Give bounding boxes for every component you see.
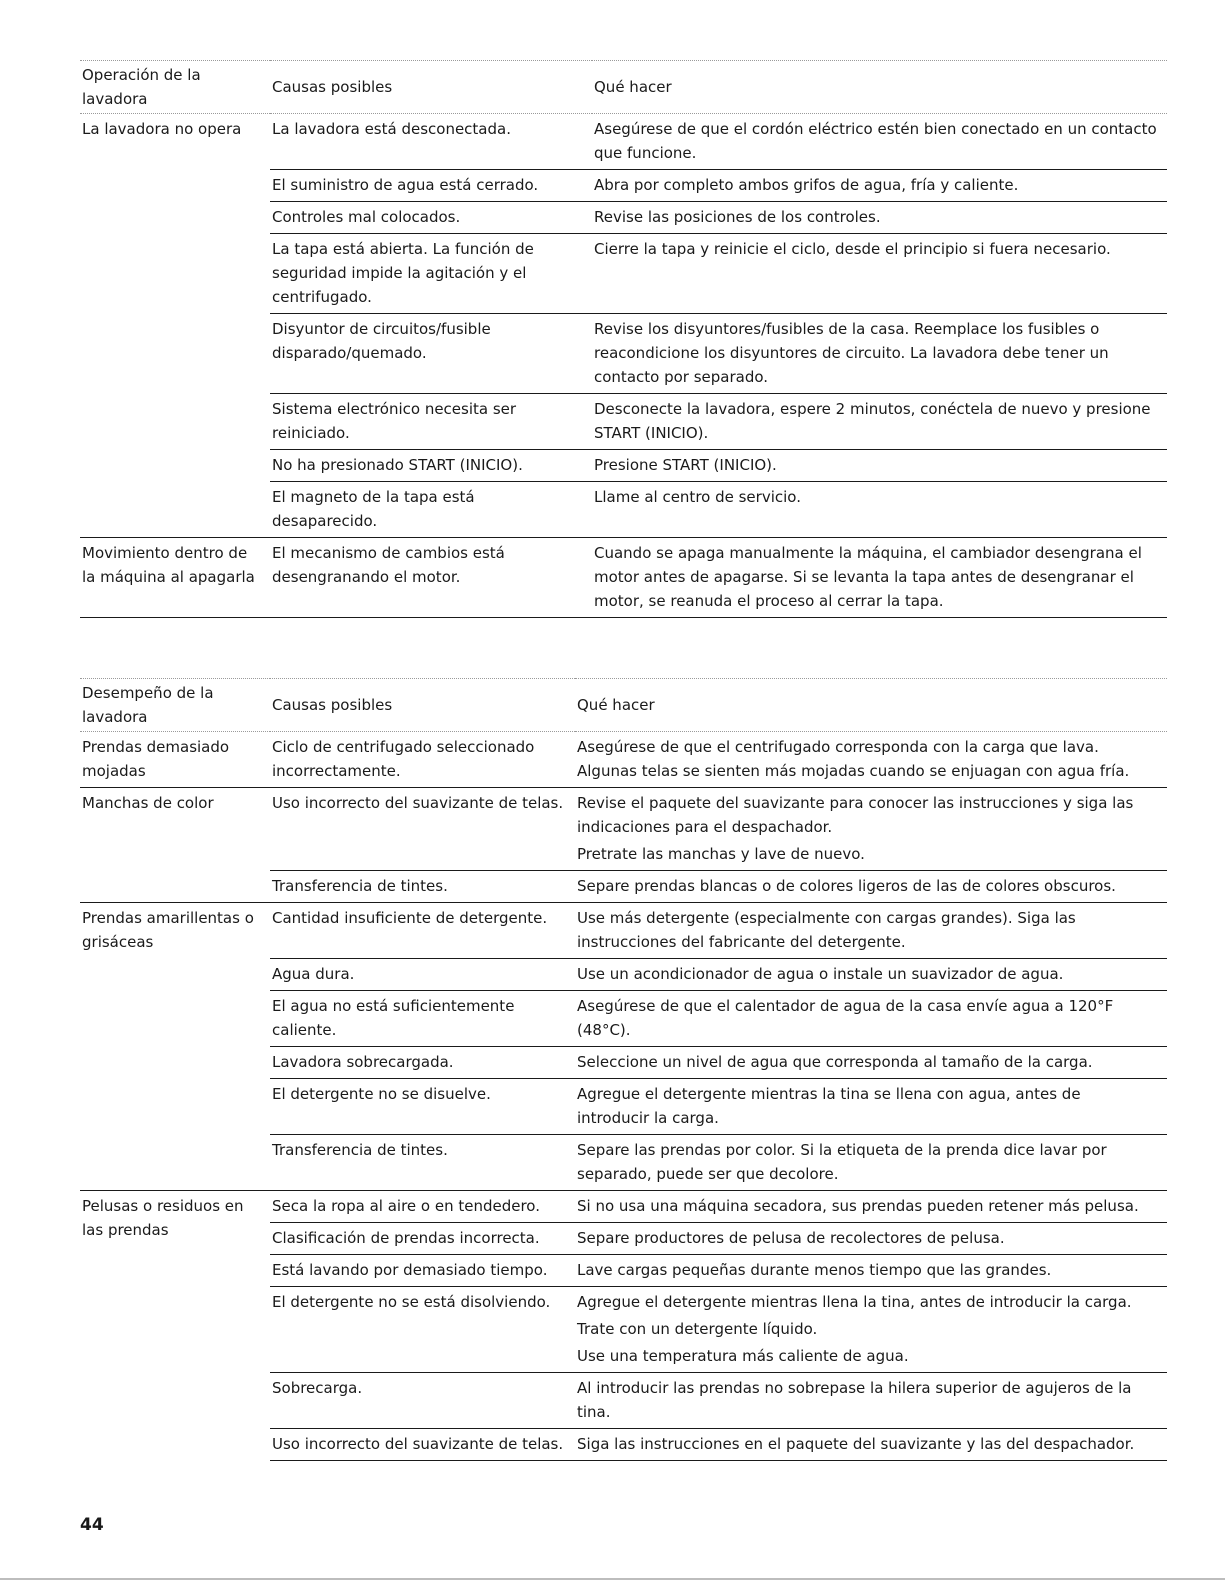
cause-cell: Uso incorrecto del suavizante de telas. bbox=[270, 788, 575, 871]
solution-cell bbox=[575, 959, 1167, 991]
solution-paragraph: Presione START (INICIO). bbox=[594, 456, 777, 474]
solution-cell bbox=[592, 202, 1167, 234]
solution-cell bbox=[592, 314, 1167, 394]
solution-cell bbox=[575, 991, 1167, 1047]
troubleshooting-table-performance bbox=[80, 678, 1167, 1461]
cause-cell: Disyuntor de circuitos/fusible disparado/quemado. bbox=[270, 314, 592, 394]
solution-paragraph: Si no usa una máquina secadora, sus prendas pueden retener más pelusa. bbox=[577, 1197, 1139, 1215]
solution-paragraph: Cuando se apaga manualmente la máquina, el cambiador desengrana el motor antes de apagarse. Si se levanta la tapa antes de desengranar el motor, se reanuda el proceso al cerrar la tapa. bbox=[594, 544, 1142, 610]
solution-cell bbox=[575, 1287, 1167, 1373]
problem-cell: Prendas amarillentas o grisáceas bbox=[80, 903, 270, 1191]
problem-cell: Prendas demasiado mojadas bbox=[82, 738, 230, 780]
solution-paragraph: Llame al centro de servicio. bbox=[594, 488, 801, 506]
cause-cell: El suministro de agua está cerrado. bbox=[270, 170, 592, 202]
cause-cell: Sistema electrónico necesita ser reiniciado. bbox=[270, 394, 592, 450]
solution-cell bbox=[575, 1191, 1167, 1223]
solution-paragraph: Asegúrese de que el cordón eléctrico estén bien conectado en un contacto que funcione. bbox=[594, 120, 1157, 162]
solution-cell bbox=[575, 1047, 1167, 1079]
solution-cell bbox=[592, 170, 1167, 202]
solution-paragraph: Revise el paquete del suavizante para conocer las instrucciones y siga las indicaciones para el despachador. bbox=[577, 794, 1134, 836]
solution-paragraph: Revise las posiciones de los controles. bbox=[594, 208, 881, 226]
troubleshooting-table-operation bbox=[80, 60, 1167, 618]
header-problem: Operación de la lavadora bbox=[80, 61, 270, 114]
cause-cell: El mecanismo de cambios está desengranando el motor. bbox=[270, 538, 592, 618]
solution-cell bbox=[575, 1079, 1167, 1135]
solution-cell bbox=[592, 450, 1167, 482]
solution-cell bbox=[592, 234, 1167, 314]
solution-paragraph: Separe las prendas por color. Si la etiqueta de la prenda dice lavar por separado, puede ser que decolore. bbox=[577, 1141, 1107, 1183]
solution-paragraph: Use una temperatura más caliente de agua. bbox=[577, 1347, 909, 1365]
solution-paragraph: Seleccione un nivel de agua que corresponda al tamaño de la carga. bbox=[577, 1053, 1093, 1071]
solution-paragraph: Desconecte la lavadora, espere 2 minutos, conéctela de nuevo y presione START (INICIO). bbox=[594, 400, 1151, 442]
solution-paragraph: Pretrate las manchas y lave de nuevo. bbox=[577, 845, 865, 863]
cause-cell: El detergente no se disuelve. bbox=[270, 1079, 575, 1135]
cause-cell: Transferencia de tintes. bbox=[270, 871, 575, 903]
solution-paragraph: Asegúrese de que el calentador de agua de la casa envíe agua a 120°F (48°C). bbox=[577, 997, 1114, 1039]
cause-cell: Agua dura. bbox=[270, 959, 575, 991]
solution-paragraph: Agregue el detergente mientras la tina se llena con agua, antes de introducir la carga. bbox=[577, 1085, 1081, 1127]
cause-cell: Controles mal colocados. bbox=[270, 202, 592, 234]
solution-cell bbox=[575, 1135, 1167, 1191]
header-causes: Causas posibles bbox=[270, 61, 592, 114]
solution-paragraph: Separe productores de pelusa de recolectores de pelusa. bbox=[577, 1229, 1005, 1247]
solution-paragraph: Lave cargas pequeñas durante menos tiempo que las grandes. bbox=[577, 1261, 1052, 1279]
solution-cell bbox=[575, 1255, 1167, 1287]
solution-cell bbox=[592, 482, 1167, 538]
cause-cell: Seca la ropa al aire o en tendedero. bbox=[270, 1191, 575, 1223]
table-header-row bbox=[80, 679, 1167, 732]
solution-paragraph: Trate con un detergente líquido. bbox=[577, 1320, 818, 1338]
cause-cell: Sobrecarga. bbox=[270, 1373, 575, 1429]
page-bottom-divider bbox=[0, 1578, 1225, 1580]
table-row bbox=[80, 903, 1167, 959]
cause-cell: No ha presionado START (INICIO). bbox=[270, 450, 592, 482]
table-row bbox=[80, 1191, 1167, 1223]
solution-cell bbox=[575, 1373, 1167, 1429]
solution-paragraph: Revise los disyuntores/fusibles de la casa. Reemplace los fusibles o reacondicione los disyuntores de circuito. La lavadora debe tener un contacto por separado. bbox=[594, 320, 1109, 386]
cause-cell: Ciclo de centrifugado seleccionado incorrectamente. bbox=[272, 738, 535, 780]
solution-cell bbox=[592, 538, 1167, 618]
solution-paragraph: Al introducir las prendas no sobrepase la hilera superior de agujeros de la tina. bbox=[577, 1379, 1132, 1421]
cause-cell: Está lavando por demasiado tiempo. bbox=[270, 1255, 575, 1287]
solution-cell bbox=[575, 1429, 1167, 1461]
solution-cell bbox=[575, 788, 1167, 871]
problem-cell: Movimiento dentro de la máquina al apagarla bbox=[80, 538, 270, 618]
cause-cell: El magneto de la tapa está desaparecido. bbox=[270, 482, 592, 538]
cause-cell: La tapa está abierta. La función de seguridad impide la agitación y el centrifugado. bbox=[270, 234, 592, 314]
page bbox=[80, 60, 1167, 1461]
cause-cell: Clasificación de prendas incorrecta. bbox=[270, 1223, 575, 1255]
solution-cell bbox=[575, 732, 1167, 788]
header-solution: Qué hacer bbox=[592, 61, 1167, 114]
solution-cell bbox=[592, 394, 1167, 450]
table-header-row bbox=[80, 61, 1167, 114]
solution-paragraph: Abra por completo ambos grifos de agua, fría y caliente. bbox=[594, 176, 1019, 194]
solution-paragraph: Use más detergente (especialmente con cargas grandes). Siga las instrucciones del fabricante del detergente. bbox=[577, 909, 1076, 951]
solution-cell bbox=[575, 871, 1167, 903]
solution-paragraph: Use un acondicionador de agua o instale un suavizador de agua. bbox=[577, 965, 1064, 983]
table-row bbox=[80, 732, 1167, 788]
problem-cell: La lavadora no opera bbox=[82, 120, 242, 138]
table-row bbox=[80, 538, 1167, 618]
cause-cell: El agua no está suficientemente caliente. bbox=[270, 991, 575, 1047]
cause-cell: Cantidad insuficiente de detergente. bbox=[270, 903, 575, 959]
cause-cell: Transferencia de tintes. bbox=[270, 1135, 575, 1191]
cause-cell: El detergente no se está disolviendo. bbox=[270, 1287, 575, 1373]
cause-cell: La lavadora está desconectada. bbox=[272, 120, 511, 138]
table-row bbox=[80, 114, 1167, 170]
solution-paragraph: Separe prendas blancas o de colores ligeros de las de colores obscuros. bbox=[577, 877, 1116, 895]
header-problem: Desempeño de la lavadora bbox=[80, 679, 270, 732]
problem-cell: Manchas de color bbox=[80, 788, 270, 903]
header-causes: Causas posibles bbox=[270, 679, 575, 732]
solution-paragraph: Siga las instrucciones en el paquete del suavizante y las del despachador. bbox=[577, 1435, 1135, 1453]
problem-cell: Pelusas o residuos en las prendas bbox=[80, 1191, 270, 1461]
cause-cell: Uso incorrecto del suavizante de telas. bbox=[270, 1429, 575, 1461]
cause-cell: Lavadora sobrecargada. bbox=[270, 1047, 575, 1079]
solution-cell bbox=[575, 903, 1167, 959]
header-solution: Qué hacer bbox=[575, 679, 1167, 732]
solution-paragraph: Asegúrese de que el centrifugado corresponda con la carga que lava. Algunas telas se sienten más mojadas cuando se enjuagan con agua fría. bbox=[577, 738, 1130, 780]
page-number: 44 bbox=[80, 1515, 104, 1535]
table-row bbox=[80, 788, 1167, 871]
solution-paragraph: Agregue el detergente mientras llena la tina, antes de introducir la carga. bbox=[577, 1293, 1132, 1311]
solution-cell bbox=[592, 114, 1167, 170]
solution-cell bbox=[575, 1223, 1167, 1255]
solution-paragraph: Cierre la tapa y reinicie el ciclo, desde el principio si fuera necesario. bbox=[594, 240, 1111, 258]
